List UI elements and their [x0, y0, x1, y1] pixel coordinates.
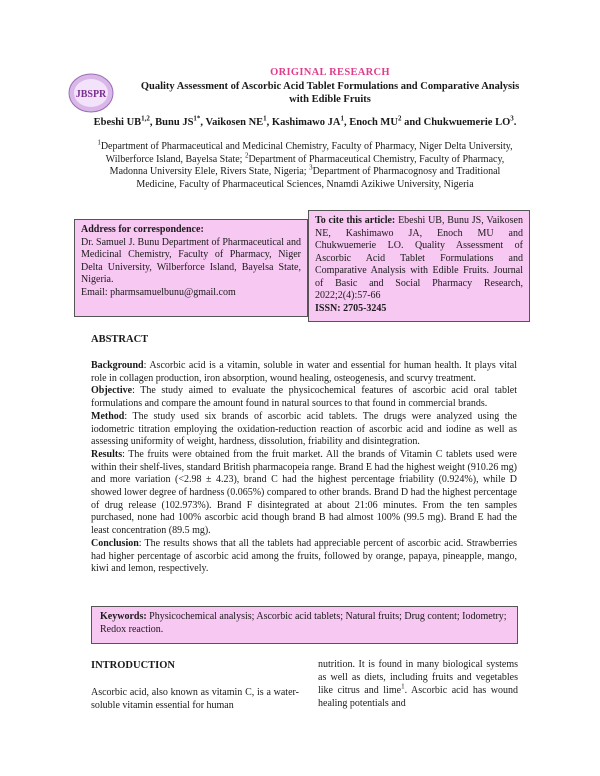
- abstract-conclusion: [91, 538, 517, 576]
- intro-right-text-a: nutrition. It is found in many biological systems as well as diets, including fruits and vegetables like citrus and lime: [318, 659, 518, 696]
- abstract-results: [91, 449, 517, 538]
- objective-label: Objective: [91, 385, 133, 397]
- results-text: : The fruits were obtained from the fruit market. All the brands of Vitamin C tablets used were within their shelf-lives, standard British pharmacopeia range. Brand E had the highest weight (910.26 mg) and more variation (<2.98 ± 4.23), brand C had the highest percentage friability (0.924%), while D showed lower degree of hardness (0.065%) compared to other brands. Brand D had the highest percentage of drug release (102.973%). Brand F disintegrated at about 21:06 minutes. From the ten samples purchased, none had 100% ascorbic acid though brand B had almost 100% (99.5 mg). Brand E had the least concentration (89.5 mg).: [91, 448, 517, 537]
- citation-box: [308, 210, 530, 322]
- method-label: Method: [91, 410, 125, 422]
- article-title: Quality Assessment of Ascorbic Acid Tablet Formulations and Comparative Analysis with Edible Fruits: [140, 81, 520, 105]
- intro-right-text-b: . Ascorbic acid has wound healing potentials and: [318, 685, 518, 709]
- results-label: Results: [91, 448, 123, 460]
- affiliations: $^1$Department of Pharmaceutical and Medicinal Chemistry, Faculty of Pharmacy, Niger Delta University, Wilberforce Island, Bayelsa State; $^2$Department of Pharmaceutical Chemistry, Faculty of Pharmacy, Madonna University Elele, Rivers State, Nigeria; $^3$Department of Pharmacognosy and Traditional Medicine, Faculty of Pharmaceutical Sciences, Nnamdi Azikiwe University, Nigeria: [97, 138, 513, 190]
- correspondence-box: [74, 219, 308, 317]
- abstract-heading: ABSTRACT: [91, 334, 149, 345]
- intro-citation-sup: 1: [401, 682, 405, 691]
- background-label: Background: [91, 360, 144, 371]
- introduction-right-column: [318, 658, 518, 710]
- citation-body: Ebeshi UB, Bunu JS, Vaikosen NE, Kashimawo JA, Enoch MU and Chukwuemerie LO. Quality Assessment of Ascorbic Acid Tablet Formulations and Comparative Analysis with Edible Fruits. Journal of Basic and Social Pharmacy Research, 2022;2(4):57-66: [315, 215, 523, 301]
- abstract-background: [91, 360, 517, 385]
- author-list: Ebeshi UB$^{1,2}$, Bunu $JS^{1*}$, Vaikosen $NE^1$, Kashimawo $JA^1$, Enoch $MU^2$ and Chukwuemerie $LO^3$.: [93, 114, 517, 128]
- method-text: : The study used six brands of ascorbic acid tablets. The drugs were analyzed using the iodometric titration employing the oxidation-reduction reaction of ascorbic acid and iodine as well as assessing uniformity of weight, hardness, dissolution, friability and disintegration.: [91, 410, 517, 448]
- objective-text: : The study aimed to evaluate the physicochemical features of ascorbic acid oral tablet formulations and compare the amount found in natural sources to that found in commercial brands.: [91, 385, 517, 410]
- abstract-method: [91, 411, 517, 449]
- conclusion-label: Conclusion: [91, 537, 139, 549]
- keywords-text: Physicochemical analysis; Ascorbic acid tablets; Natural fruits; Drug content; Iodometry; Redox reaction.: [100, 611, 507, 635]
- correspondence-heading: Address for correspondence:: [81, 224, 204, 235]
- abstract-body: [91, 360, 517, 576]
- abstract-objective: [91, 385, 517, 410]
- correspondence-body: Dr. Samuel J. Bunu Department of Pharmaceutical and Medicinal Chemistry, Faculty of Pharmacy, Niger Delta University, Wilberforce Island, Bayelsa State, Nigeria.: [81, 236, 301, 285]
- journal-logo: [67, 72, 115, 114]
- introduction-left-column: Ascorbic acid, also known as vitamin C, is a water-soluble vitamin essential for human: [91, 687, 299, 711]
- background-text: : Ascorbic acid is a vitamin, soluble in water and essential for human health. It plays vital role in collagen production, iron absorption, wound healing, osteogenesis, and scurvy treatment.: [91, 360, 517, 384]
- correspondence-email[interactable]: Email: pharmsamuelbunu@gmail.com: [81, 286, 236, 298]
- citation-heading: To cite this article:: [315, 215, 396, 226]
- conclusion-text: : The results shows that all the tablets had appreciable percent of ascorbic acid. Strawberries had higher percentage of ascorbic acid among the fruits, followed by orange, papaya, pineapple, mango, kiwi and lemon, respectively.: [91, 537, 517, 575]
- logo-text: JBSPR: [75, 89, 107, 100]
- article-type-label: ORIGINAL RESEARCH: [270, 67, 390, 78]
- keywords-label: Keywords:: [100, 611, 147, 622]
- citation-issn: ISSN: 2705-3245: [315, 302, 387, 314]
- introduction-heading: INTRODUCTION: [91, 660, 176, 671]
- keywords-box: [91, 606, 518, 644]
